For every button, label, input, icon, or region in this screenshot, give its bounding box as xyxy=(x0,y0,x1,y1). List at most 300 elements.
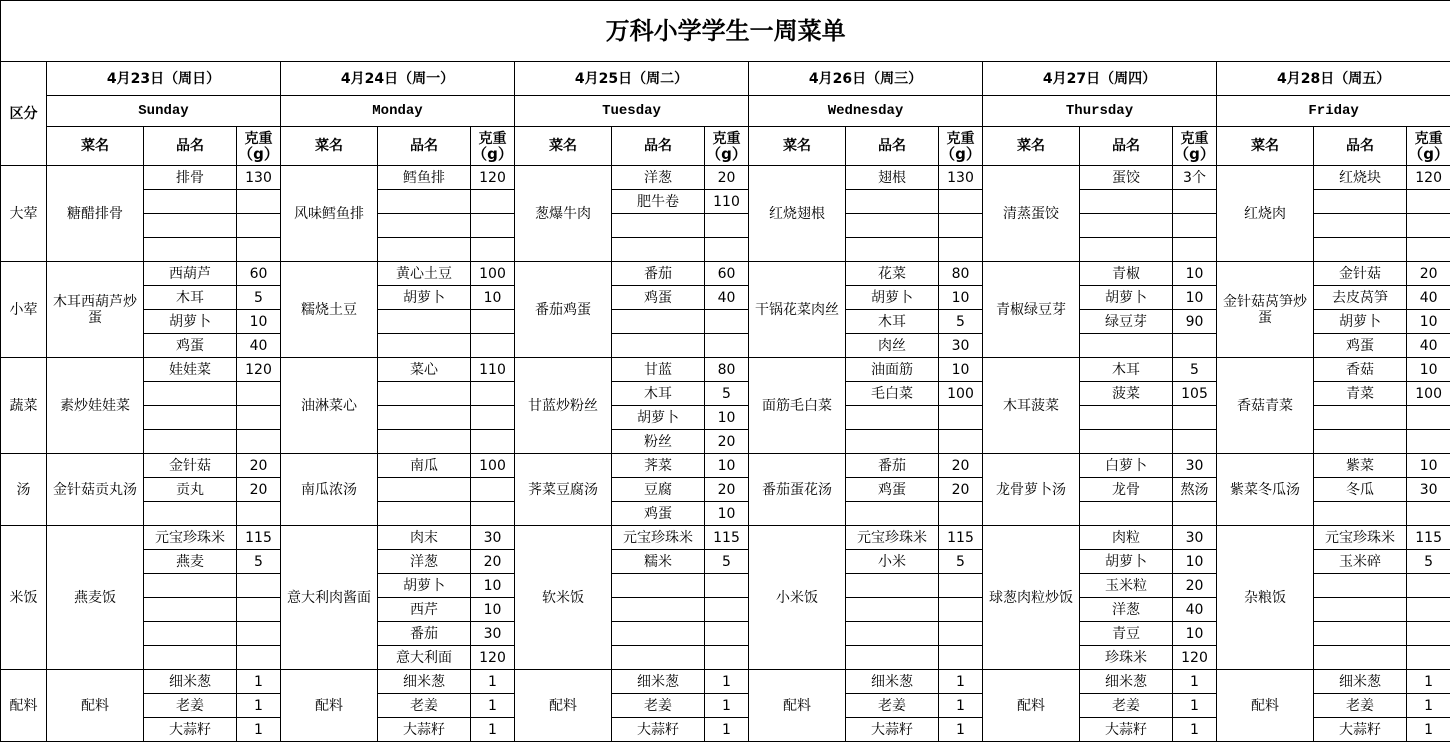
empty-cell xyxy=(1407,598,1450,622)
empty-cell xyxy=(1173,406,1217,430)
ingredient-name: 鸡蛋 xyxy=(612,502,705,526)
ingredient-weight: 5 xyxy=(939,550,983,574)
ingredient-weight: 熬汤 xyxy=(1173,478,1217,502)
dish-name: 杂粮饭 xyxy=(1217,526,1314,670)
page-title: 万科小学学生一周菜单 xyxy=(1,1,1450,62)
empty-cell xyxy=(1314,502,1407,526)
day-english: Wednesday xyxy=(749,96,983,127)
empty-cell xyxy=(846,646,939,670)
empty-cell xyxy=(471,406,515,430)
empty-cell xyxy=(1407,238,1450,262)
item-header: 品名 xyxy=(1080,127,1173,166)
ingredient-weight: 20 xyxy=(237,478,281,502)
item-header: 品名 xyxy=(846,127,939,166)
ingredient-weight: 115 xyxy=(1407,526,1450,550)
ingredient-weight: 10 xyxy=(1407,454,1450,478)
ingredient-name: 贡丸 xyxy=(144,478,237,502)
empty-cell xyxy=(846,598,939,622)
empty-cell xyxy=(1314,190,1407,214)
dish-name: 紫菜冬瓜汤 xyxy=(1217,454,1314,526)
ingredient-name: 鸡蛋 xyxy=(144,334,237,358)
ingredient-weight: 120 xyxy=(1173,646,1217,670)
ingredient-weight: 20 xyxy=(1407,262,1450,286)
ingredient-weight: 40 xyxy=(705,286,749,310)
dish-name: 油淋菜心 xyxy=(281,358,378,454)
empty-cell xyxy=(471,214,515,238)
ingredient-name: 南瓜 xyxy=(378,454,471,478)
weight-header xyxy=(1173,127,1217,166)
ingredient-weight: 1 xyxy=(939,670,983,694)
empty-cell xyxy=(939,190,983,214)
empty-cell xyxy=(846,574,939,598)
ingredient-name: 番茄 xyxy=(612,262,705,286)
ingredient-weight: 110 xyxy=(705,190,749,214)
ingredient-name: 肉末 xyxy=(378,526,471,550)
ingredient-weight: 1 xyxy=(1173,718,1217,742)
dish-name: 干锅花菜肉丝 xyxy=(749,262,846,358)
weight-header xyxy=(237,127,281,166)
ingredient-weight: 40 xyxy=(1173,598,1217,622)
empty-cell xyxy=(471,430,515,454)
empty-cell xyxy=(612,238,705,262)
dish-header: 菜名 xyxy=(515,127,612,166)
weight-header-label: 克重 xyxy=(946,130,975,147)
empty-cell xyxy=(1080,430,1173,454)
ingredient-weight: 1 xyxy=(705,718,749,742)
weight-unit: （g） xyxy=(1174,144,1215,163)
empty-cell xyxy=(1080,190,1173,214)
empty-cell xyxy=(1080,238,1173,262)
empty-cell xyxy=(1080,406,1173,430)
dish-name: 小米饭 xyxy=(749,526,846,670)
day-english: Thursday xyxy=(983,96,1217,127)
weight-header-label: 克重 xyxy=(478,130,507,147)
empty-cell xyxy=(237,406,281,430)
ingredient-weight: 5 xyxy=(705,550,749,574)
ingredient-name: 青菜 xyxy=(1314,382,1407,406)
empty-cell xyxy=(846,430,939,454)
ingredient-name: 鸡蛋 xyxy=(846,478,939,502)
dish-header: 菜名 xyxy=(983,127,1080,166)
empty-cell xyxy=(144,430,237,454)
empty-cell xyxy=(144,406,237,430)
ingredient-weight: 1 xyxy=(471,694,515,718)
ingredient-name: 胡萝卜 xyxy=(378,574,471,598)
ingredient-weight: 5 xyxy=(705,382,749,406)
ingredient-weight: 60 xyxy=(705,262,749,286)
ingredient-name: 绿豆芽 xyxy=(1080,310,1173,334)
empty-cell xyxy=(237,598,281,622)
ingredient-weight: 80 xyxy=(705,358,749,382)
empty-cell xyxy=(237,430,281,454)
empty-cell xyxy=(144,382,237,406)
day-date: 4月27日（周四） xyxy=(983,62,1217,96)
empty-cell xyxy=(1407,190,1450,214)
ingredient-name: 粉丝 xyxy=(612,430,705,454)
empty-cell xyxy=(939,430,983,454)
dish-name: 燕麦饭 xyxy=(47,526,144,670)
ingredient-weight: 1 xyxy=(237,718,281,742)
empty-cell xyxy=(237,646,281,670)
ingredient-weight: 30 xyxy=(939,334,983,358)
ingredient-name: 排骨 xyxy=(144,166,237,190)
ingredient-weight: 10 xyxy=(705,502,749,526)
dish-name: 风味鳕鱼排 xyxy=(281,166,378,262)
ingredient-name: 金针菇 xyxy=(144,454,237,478)
date-row xyxy=(1,62,1450,96)
dish-name: 糯烧土豆 xyxy=(281,262,378,358)
ingredient-weight: 20 xyxy=(471,550,515,574)
ingredient-weight: 20 xyxy=(939,478,983,502)
empty-cell xyxy=(846,622,939,646)
weight-unit: （g） xyxy=(1408,144,1449,163)
ingredient-weight: 1 xyxy=(705,694,749,718)
ingredient-name: 老姜 xyxy=(1314,694,1407,718)
ingredient-name: 荠菜 xyxy=(612,454,705,478)
dish-header: 菜名 xyxy=(47,127,144,166)
ingredient-name: 去皮莴笋 xyxy=(1314,286,1407,310)
ingredient-weight: 1 xyxy=(1407,718,1450,742)
ingredient-name: 鸡蛋 xyxy=(612,286,705,310)
ingredient-weight: 120 xyxy=(237,358,281,382)
ingredient-weight: 1 xyxy=(1407,670,1450,694)
ingredient-name: 西芹 xyxy=(378,598,471,622)
category-label: 配料 xyxy=(1,670,47,742)
ingredient-weight: 1 xyxy=(471,670,515,694)
dish-name: 南瓜浓汤 xyxy=(281,454,378,526)
day-english: Sunday xyxy=(47,96,281,127)
dish-name: 金针菇莴笋炒蛋 xyxy=(1217,262,1314,358)
empty-cell xyxy=(378,334,471,358)
ingredient-name: 青豆 xyxy=(1080,622,1173,646)
empty-cell xyxy=(471,502,515,526)
dish-name: 意大利肉酱面 xyxy=(281,526,378,670)
dish-name: 荠菜豆腐汤 xyxy=(515,454,612,526)
dish-name: 甘蓝炒粉丝 xyxy=(515,358,612,454)
day-english: Friday xyxy=(1217,96,1450,127)
empty-cell xyxy=(1314,598,1407,622)
empty-cell xyxy=(1407,502,1450,526)
dish-name: 青椒绿豆芽 xyxy=(983,262,1080,358)
ingredient-name: 细米葱 xyxy=(846,670,939,694)
empty-cell xyxy=(1080,214,1173,238)
ingredient-weight: 10 xyxy=(237,310,281,334)
weight-unit: （g） xyxy=(940,144,981,163)
empty-cell xyxy=(612,622,705,646)
weight-header-label: 克重 xyxy=(1180,130,1209,147)
weight-header xyxy=(1407,127,1450,166)
ingredient-name: 意大利面 xyxy=(378,646,471,670)
ingredient-name: 洋葱 xyxy=(1080,598,1173,622)
ingredient-name: 豆腐 xyxy=(612,478,705,502)
empty-cell xyxy=(1407,406,1450,430)
ingredient-weight: 1 xyxy=(1173,694,1217,718)
weight-header-label: 克重 xyxy=(244,130,273,147)
weight-unit: （g） xyxy=(706,144,747,163)
ingredient-name: 木耳 xyxy=(144,286,237,310)
item-header: 品名 xyxy=(612,127,705,166)
dish-name: 配料 xyxy=(515,670,612,742)
ingredient-weight: 20 xyxy=(705,166,749,190)
ingredient-weight: 40 xyxy=(237,334,281,358)
ingredient-name: 香菇 xyxy=(1314,358,1407,382)
ingredient-weight: 10 xyxy=(1407,310,1450,334)
item-header: 品名 xyxy=(1314,127,1407,166)
ingredient-weight: 90 xyxy=(1173,310,1217,334)
dish-name: 配料 xyxy=(983,670,1080,742)
empty-cell xyxy=(1407,574,1450,598)
empty-cell xyxy=(1314,574,1407,598)
ingredient-weight: 10 xyxy=(1173,286,1217,310)
ingredient-name: 老姜 xyxy=(612,694,705,718)
ingredient-name: 胡萝卜 xyxy=(1314,310,1407,334)
empty-cell xyxy=(705,598,749,622)
ingredient-weight: 130 xyxy=(939,166,983,190)
ingredient-name: 细米葱 xyxy=(1080,670,1173,694)
ingredient-weight: 115 xyxy=(939,526,983,550)
empty-cell xyxy=(1314,406,1407,430)
empty-cell xyxy=(144,214,237,238)
category-label: 米饭 xyxy=(1,526,47,670)
ingredient-name: 大蒜籽 xyxy=(846,718,939,742)
dish-name: 木耳西葫芦炒蛋 xyxy=(47,262,144,358)
empty-cell xyxy=(939,598,983,622)
ingredient-weight: 30 xyxy=(1407,478,1450,502)
empty-cell xyxy=(237,502,281,526)
ingredient-name: 胡萝卜 xyxy=(846,286,939,310)
ingredient-name: 木耳 xyxy=(612,382,705,406)
ingredient-name: 黄心土豆 xyxy=(378,262,471,286)
weight-header xyxy=(471,127,515,166)
ingredient-weight: 30 xyxy=(471,622,515,646)
empty-cell xyxy=(939,646,983,670)
ingredient-name: 鳕鱼排 xyxy=(378,166,471,190)
table-row xyxy=(1,526,1450,550)
ingredient-name: 洋葱 xyxy=(378,550,471,574)
ingredient-weight: 20 xyxy=(237,454,281,478)
ingredient-weight: 10 xyxy=(705,406,749,430)
ingredient-name: 细米葱 xyxy=(144,670,237,694)
day-english: Monday xyxy=(281,96,515,127)
empty-cell xyxy=(471,190,515,214)
empty-cell xyxy=(846,214,939,238)
ingredient-name: 菠菜 xyxy=(1080,382,1173,406)
empty-cell xyxy=(378,430,471,454)
empty-cell xyxy=(1173,238,1217,262)
empty-cell xyxy=(237,238,281,262)
weight-unit: （g） xyxy=(472,144,513,163)
ingredient-name: 肉粒 xyxy=(1080,526,1173,550)
empty-cell xyxy=(471,238,515,262)
dish-name: 糖醋排骨 xyxy=(47,166,144,262)
empty-cell xyxy=(846,238,939,262)
ingredient-name: 冬瓜 xyxy=(1314,478,1407,502)
empty-cell xyxy=(378,214,471,238)
dish-name: 清蒸蛋饺 xyxy=(983,166,1080,262)
empty-cell xyxy=(471,334,515,358)
ingredient-weight: 115 xyxy=(705,526,749,550)
item-header: 品名 xyxy=(378,127,471,166)
ingredient-weight: 1 xyxy=(939,718,983,742)
empty-cell xyxy=(1173,430,1217,454)
dish-name: 红烧翅根 xyxy=(749,166,846,262)
ingredient-name: 龙骨 xyxy=(1080,478,1173,502)
table-row xyxy=(1,262,1450,286)
ingredient-name: 木耳 xyxy=(1080,358,1173,382)
ingredient-name: 元宝珍珠米 xyxy=(846,526,939,550)
empty-cell xyxy=(705,334,749,358)
ingredient-weight: 100 xyxy=(939,382,983,406)
ingredient-name: 胡萝卜 xyxy=(1080,550,1173,574)
ingredient-weight: 10 xyxy=(1173,550,1217,574)
ingredient-name: 老姜 xyxy=(144,694,237,718)
ingredient-weight: 1 xyxy=(939,694,983,718)
empty-cell xyxy=(378,310,471,334)
empty-cell xyxy=(378,502,471,526)
category-label: 汤 xyxy=(1,454,47,526)
empty-cell xyxy=(378,382,471,406)
ingredient-weight: 100 xyxy=(1407,382,1450,406)
empty-cell xyxy=(1173,214,1217,238)
weekday-row xyxy=(1,96,1450,127)
dish-name: 番茄鸡蛋 xyxy=(515,262,612,358)
ingredient-name: 翅根 xyxy=(846,166,939,190)
title-row xyxy=(1,1,1450,62)
dish-name: 配料 xyxy=(281,670,378,742)
ingredient-weight: 1 xyxy=(1173,670,1217,694)
ingredient-name: 细米葱 xyxy=(378,670,471,694)
ingredient-name: 白萝卜 xyxy=(1080,454,1173,478)
weight-unit: （g） xyxy=(238,144,279,163)
empty-cell xyxy=(237,190,281,214)
empty-cell xyxy=(237,214,281,238)
ingredient-weight: 1 xyxy=(471,718,515,742)
ingredient-weight: 5 xyxy=(237,286,281,310)
ingredient-name: 红烧块 xyxy=(1314,166,1407,190)
ingredient-name: 油面筋 xyxy=(846,358,939,382)
weight-header-label: 克重 xyxy=(712,130,741,147)
empty-cell xyxy=(705,214,749,238)
day-date: 4月24日（周一） xyxy=(281,62,515,96)
ingredient-weight: 10 xyxy=(471,598,515,622)
ingredient-name: 肉丝 xyxy=(846,334,939,358)
empty-cell xyxy=(939,406,983,430)
ingredient-weight: 120 xyxy=(471,166,515,190)
ingredient-name: 蛋饺 xyxy=(1080,166,1173,190)
empty-cell xyxy=(939,238,983,262)
ingredient-weight: 1 xyxy=(237,670,281,694)
dish-name: 番茄蛋花汤 xyxy=(749,454,846,526)
empty-cell xyxy=(144,238,237,262)
ingredient-name: 胡萝卜 xyxy=(612,406,705,430)
ingredient-weight: 5 xyxy=(1173,358,1217,382)
ingredient-weight: 1 xyxy=(237,694,281,718)
dish-name: 葱爆牛肉 xyxy=(515,166,612,262)
category-label: 大荤 xyxy=(1,166,47,262)
ingredient-name: 胡萝卜 xyxy=(1080,286,1173,310)
ingredient-weight: 5 xyxy=(237,550,281,574)
table-row xyxy=(1,166,1450,190)
ingredient-name: 肥牛卷 xyxy=(612,190,705,214)
ingredient-weight: 5 xyxy=(1407,550,1450,574)
dish-name: 龙骨萝卜汤 xyxy=(983,454,1080,526)
empty-cell xyxy=(1173,190,1217,214)
ingredient-weight: 10 xyxy=(939,358,983,382)
empty-cell xyxy=(612,334,705,358)
ingredient-weight: 105 xyxy=(1173,382,1217,406)
section-header: 区分 xyxy=(1,62,47,166)
ingredient-name: 大蒜籽 xyxy=(378,718,471,742)
ingredient-name: 大蒜籽 xyxy=(1080,718,1173,742)
ingredient-name: 毛白菜 xyxy=(846,382,939,406)
table-row xyxy=(1,670,1450,694)
dish-name: 素炒娃娃菜 xyxy=(47,358,144,454)
dish-name: 金针菇贡丸汤 xyxy=(47,454,144,526)
ingredient-name: 胡萝卜 xyxy=(378,286,471,310)
empty-cell xyxy=(237,574,281,598)
empty-cell xyxy=(1314,214,1407,238)
ingredient-weight: 130 xyxy=(237,166,281,190)
ingredient-name: 青椒 xyxy=(1080,262,1173,286)
ingredient-name: 菜心 xyxy=(378,358,471,382)
day-date: 4月26日（周三） xyxy=(749,62,983,96)
item-header: 品名 xyxy=(144,127,237,166)
empty-cell xyxy=(1314,646,1407,670)
ingredient-weight: 20 xyxy=(939,454,983,478)
empty-cell xyxy=(1080,334,1173,358)
empty-cell xyxy=(846,406,939,430)
table-row xyxy=(1,358,1450,382)
day-date: 4月25日（周二） xyxy=(515,62,749,96)
ingredient-weight: 30 xyxy=(471,526,515,550)
ingredient-name: 金针菇 xyxy=(1314,262,1407,286)
ingredient-name: 老姜 xyxy=(846,694,939,718)
empty-cell xyxy=(612,574,705,598)
empty-cell xyxy=(378,190,471,214)
dish-name: 配料 xyxy=(749,670,846,742)
ingredient-name: 小米 xyxy=(846,550,939,574)
ingredient-name: 木耳 xyxy=(846,310,939,334)
ingredient-weight: 5 xyxy=(939,310,983,334)
ingredient-weight: 100 xyxy=(471,454,515,478)
ingredient-name: 玉米粒 xyxy=(1080,574,1173,598)
ingredient-weight: 30 xyxy=(1173,454,1217,478)
ingredient-name: 娃娃菜 xyxy=(144,358,237,382)
ingredient-name: 珍珠米 xyxy=(1080,646,1173,670)
dish-name: 球葱肉粒炒饭 xyxy=(983,526,1080,670)
ingredient-name: 大蒜籽 xyxy=(144,718,237,742)
empty-cell xyxy=(1407,430,1450,454)
category-label: 小荤 xyxy=(1,262,47,358)
dish-header: 菜名 xyxy=(1217,127,1314,166)
empty-cell xyxy=(1407,622,1450,646)
empty-cell xyxy=(378,238,471,262)
ingredient-weight: 10 xyxy=(1173,262,1217,286)
ingredient-name: 燕麦 xyxy=(144,550,237,574)
ingredient-weight: 1 xyxy=(1407,694,1450,718)
empty-cell xyxy=(237,382,281,406)
ingredient-weight: 10 xyxy=(471,286,515,310)
empty-cell xyxy=(846,502,939,526)
ingredient-name: 紫菜 xyxy=(1314,454,1407,478)
weight-header-label: 克重 xyxy=(1414,130,1443,147)
empty-cell xyxy=(471,382,515,406)
ingredient-name: 西葫芦 xyxy=(144,262,237,286)
ingredient-weight: 40 xyxy=(1407,286,1450,310)
table-row xyxy=(1,454,1450,478)
ingredient-name: 番茄 xyxy=(378,622,471,646)
ingredient-name: 大蒜籽 xyxy=(612,718,705,742)
